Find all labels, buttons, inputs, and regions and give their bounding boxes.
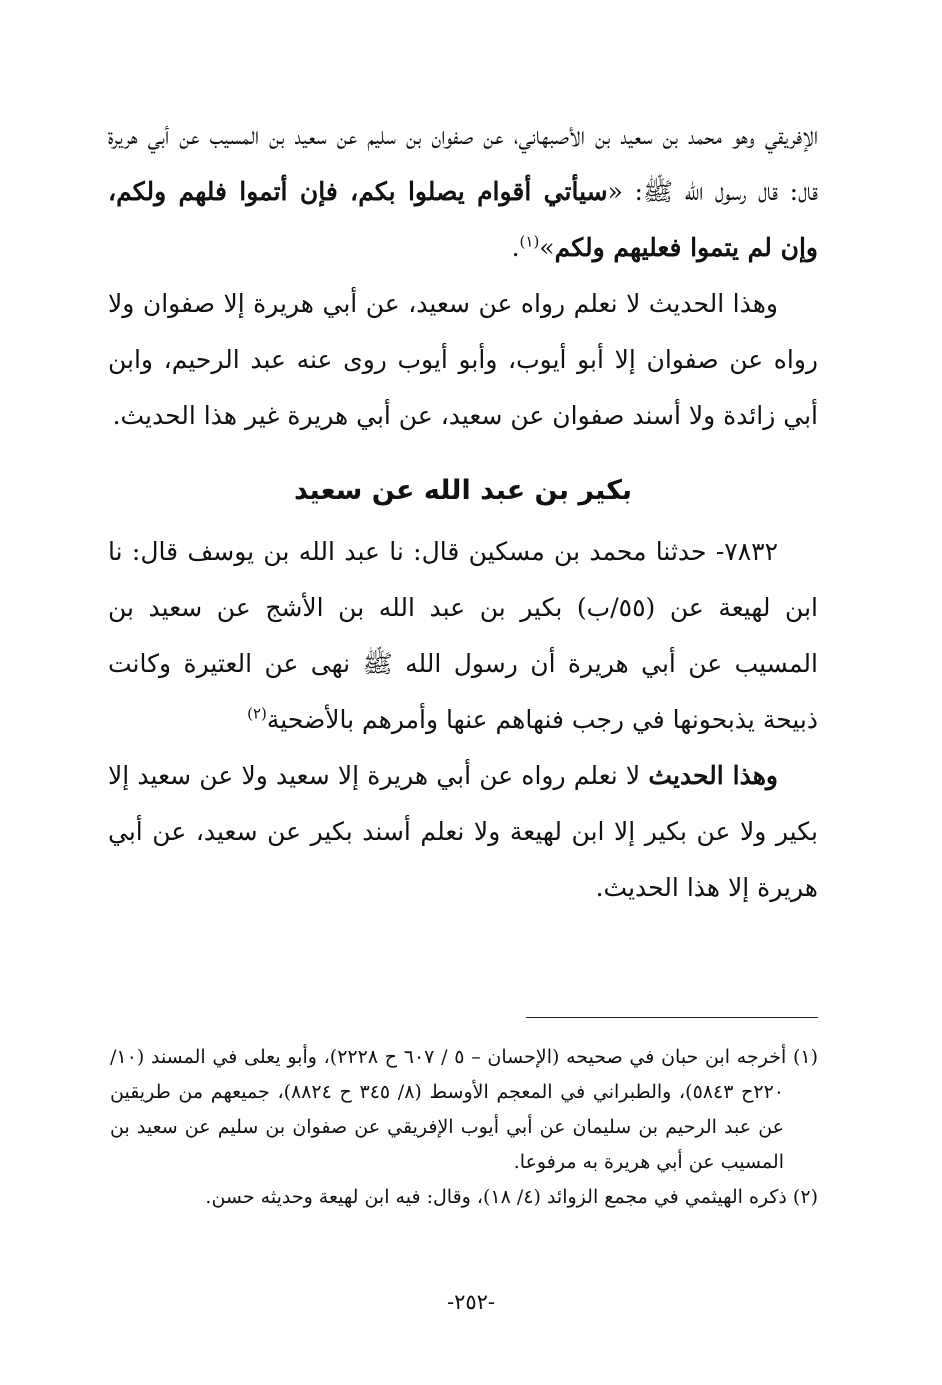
paragraph-4-text: لا نعلم رواه عن أبي هريرة إلا سعيد ولا عن سعيد إلا بكير ولا عن بكير إلا ابن لهيعة ولا نعلم أسند بكير عن سعيد، عن أبي هريرة إلا هذا الحديث. xyxy=(108,761,818,902)
footnote-ref-2[interactable]: (٢) xyxy=(247,704,267,723)
hadith-quote: سيأتي أقوام يصلوا بكم، فإن أتموا فلهم ولكم، وإن لم يتموا فعليهم ولكم xyxy=(108,177,818,262)
page-number: -٢٥٢- xyxy=(446,1290,496,1314)
footnotes xyxy=(110,1040,818,1215)
paragraph-3 xyxy=(108,524,818,748)
hadith-7832: ٧٨٣٢- حدثنا محمد بن مسكين قال: نا عبد الله بن يوسف قال: نا ابن لهيعة عن (٥٥/ب) بكير بن عبد الله بن الأشج عن سعيد بن المسيب عن أبي هريرة أن رسول الله ﷺ نهى عن العتيرة وكانت ذبيحة يذبحونها في رجب فنهاهم عنها وأمرهم بالأضحية xyxy=(108,537,818,734)
footnote-1: (١) أخرجه ابن حبان في صحيحه (الإحسان – ٥ / ٦٠٧ ح ٢٢٢٨)، وأبو يعلى في المسند (١٠/ ٢٢٠ح ٥٨٤٣)، والطبراني في المعجم الأوسط (٨/ ٣٤٥ ح ٨٨٢٤)، جميعهم من طريقين عن عبد الرحيم بن سليمان عن أبي أيوب الإفريقي عن صفوان بن سليم عن سعيد بن المسيب عن أبي هريرة به مرفوعا. xyxy=(110,1046,819,1173)
page-body xyxy=(108,108,818,916)
footnote-ref-1[interactable]: (١) xyxy=(519,232,540,251)
paragraph-4-lead: وهذا الحديث xyxy=(648,761,779,790)
paragraph-1-end: . xyxy=(511,233,520,262)
footnote-2: (٢) ذكره الهيثمي في مجمع الزوائد (٤/ ١٨)، وقال: فيه ابن لهيعة وحديثه حسن. xyxy=(205,1186,818,1208)
section-heading: بكير بن عبد الله عن سعيد xyxy=(293,475,633,506)
paragraph-4 xyxy=(108,748,818,916)
paragraph-1 xyxy=(108,108,818,276)
quote-close: » xyxy=(539,233,555,262)
footnote-divider xyxy=(526,1017,818,1018)
paragraph-2: وهذا الحديث لا نعلم رواه عن سعيد، عن أبي هريرة إلا صفوان ولا رواه عن صفوان إلا أبو أيوب، وأبو أيوب روى عنه عبد الرحيم، وابن أبي زائدة ولا أسند صفوان عن سعيد، عن أبي هريرة غير هذا الحديث. xyxy=(108,289,818,430)
paragraph-1-text: الإفريقي وهو محمد بن سعيد بن الأصبهاني، عن صفوان بن سليم عن سعيد بن المسيب عن أبي هريرة قال: قال رسول الله ﷺ: « xyxy=(108,121,818,206)
